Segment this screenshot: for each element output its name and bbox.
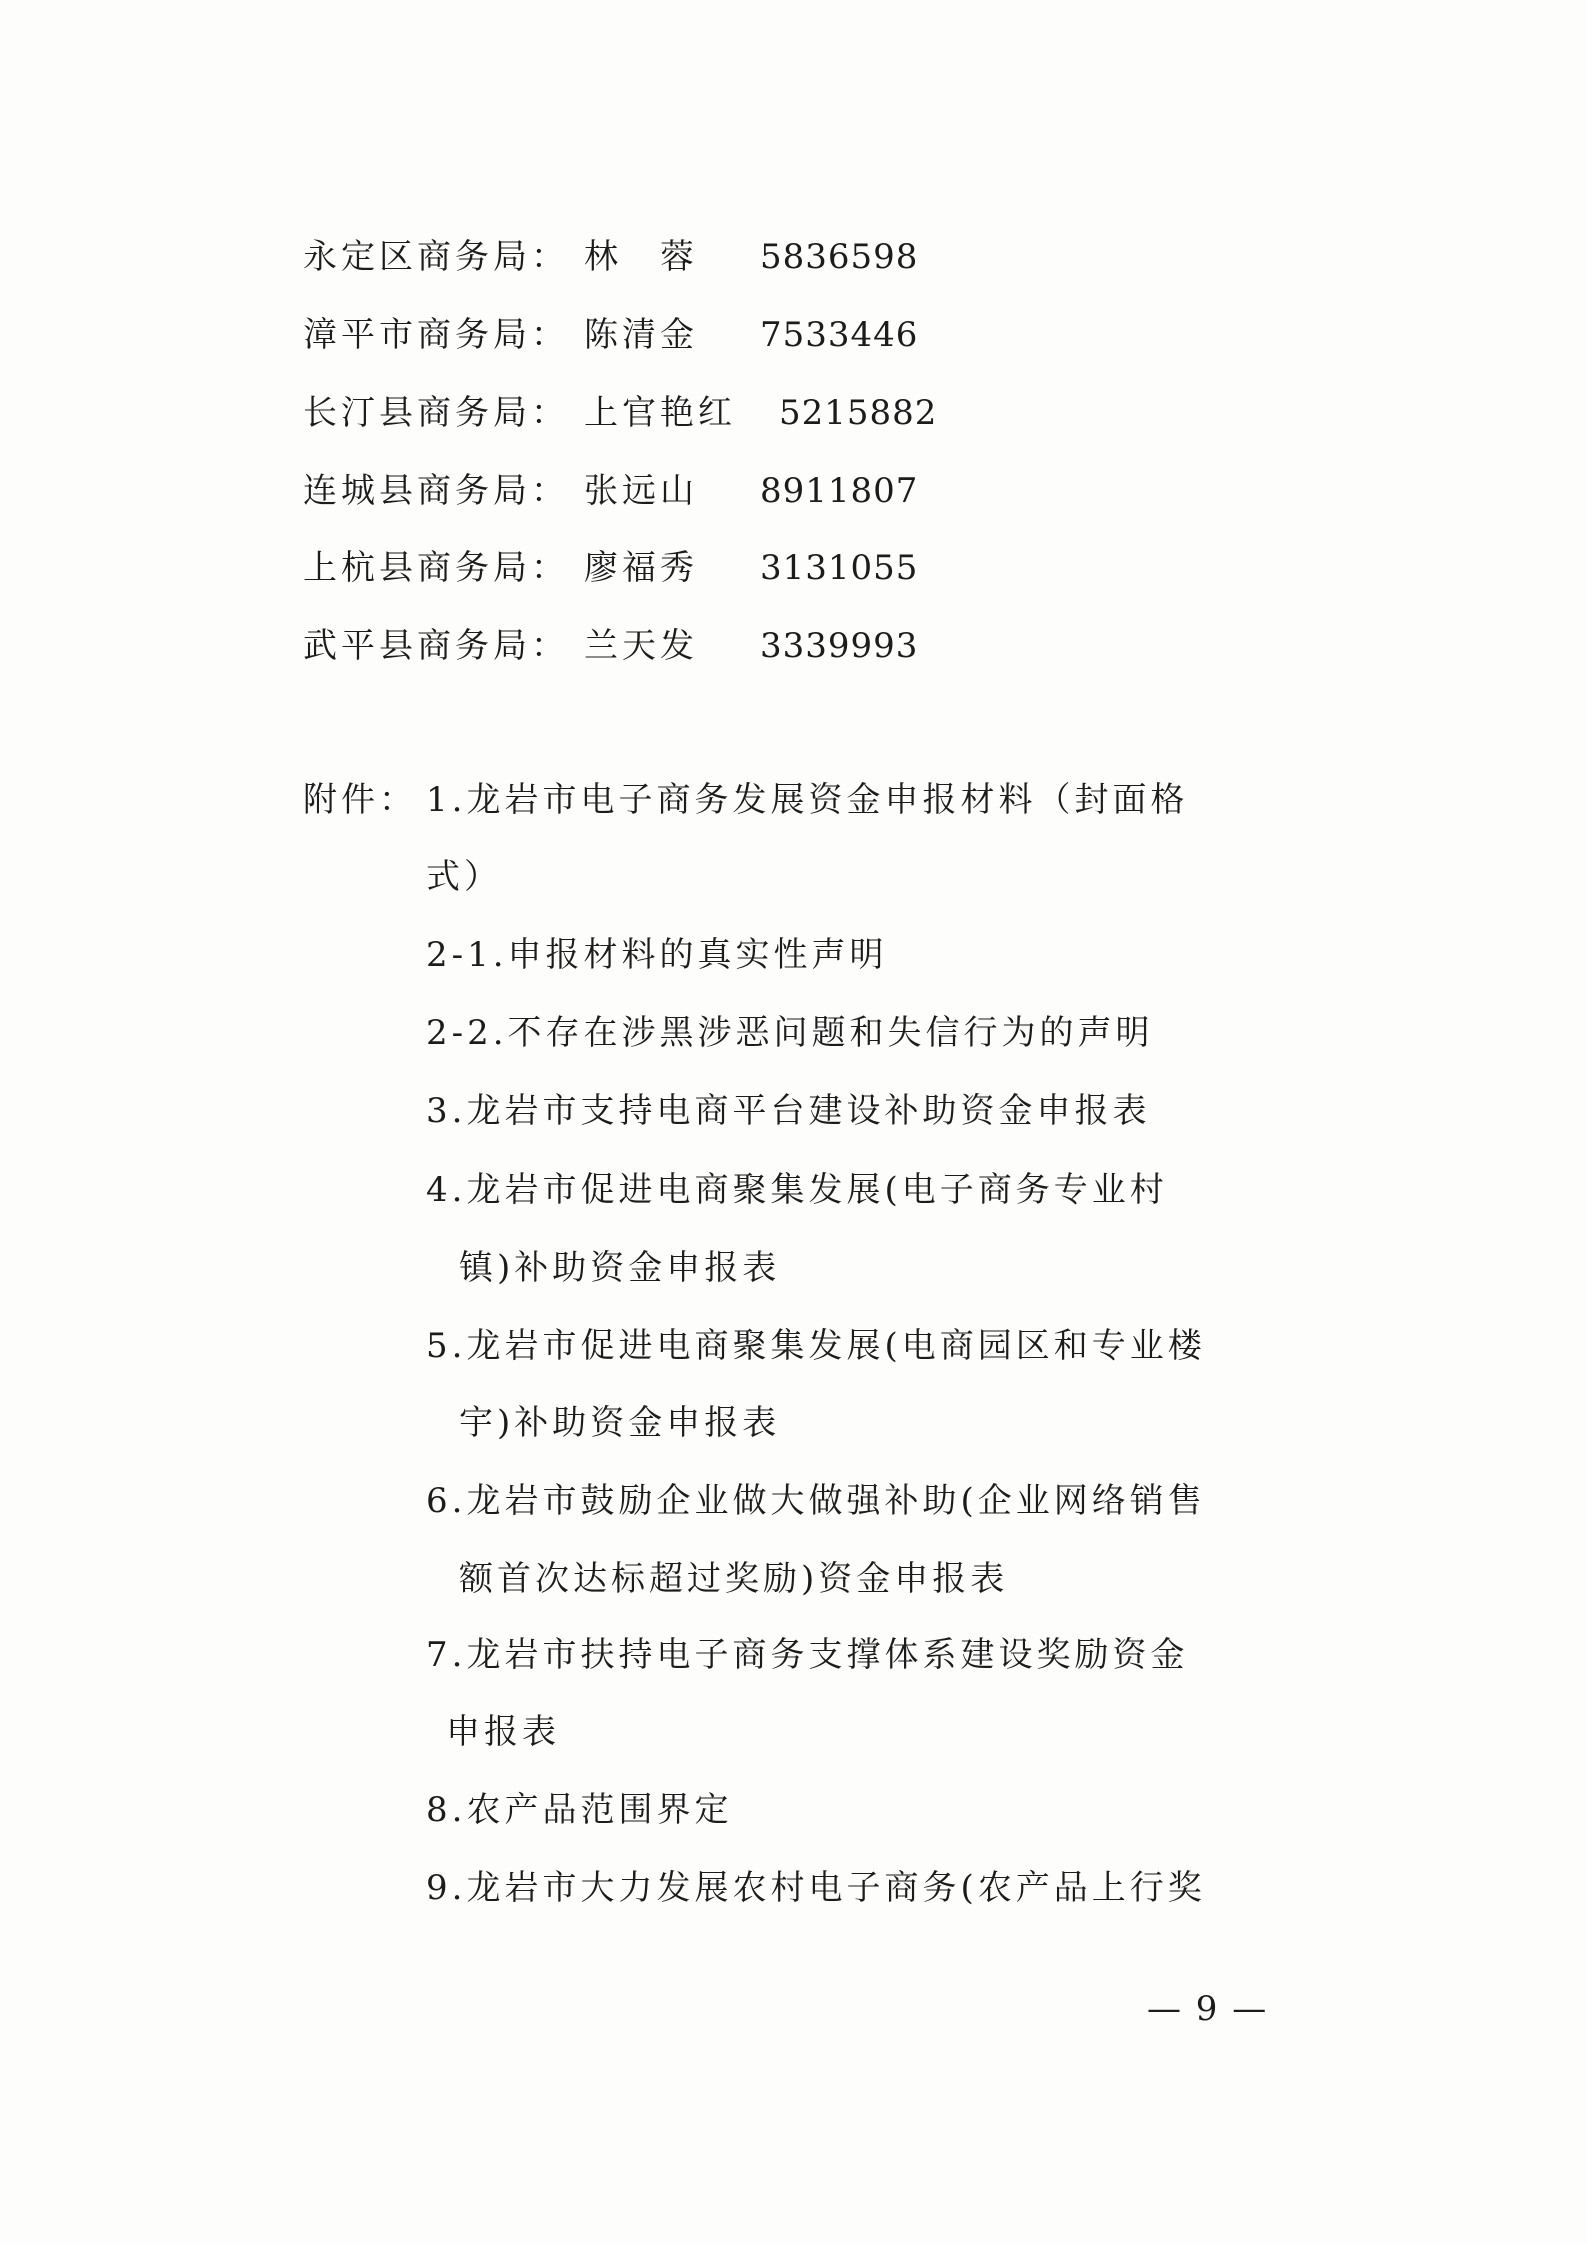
attachment-item-line: 6.龙岩市鼓励企业做大做强补助(企业网络销售 (426, 1481, 1206, 1521)
attachment-item-line: 1.龙岩市电子商务发展资金申报材料（封面格 (426, 780, 1189, 820)
attachment-item-line: 申报表 (446, 1712, 560, 1752)
contact-department: 上杭县商务局： (303, 548, 569, 588)
attachment-item-line: 宇)补助资金申报表 (459, 1403, 781, 1443)
contact-name: 张远山 (584, 471, 698, 511)
attachment-item-line: 2-1.申报材料的真实性声明 (426, 935, 888, 975)
contact-name: 兰天发 (584, 626, 698, 666)
contact-phone: 5215882 (779, 393, 938, 433)
attachment-item-line: 3.龙岩市支持电商平台建设补助资金申报表 (426, 1091, 1151, 1131)
contact-phone: 3339993 (760, 626, 919, 666)
page-number: — 9 — (1147, 1989, 1269, 2029)
attachment-item-line: 额首次达标超过奖励)资金申报表 (459, 1559, 1009, 1599)
contact-name: 上官艳红 (584, 393, 736, 433)
attachment-item-line: 式） (426, 857, 502, 897)
contact-phone: 8911807 (760, 471, 919, 511)
attachment-item-line: 8.农产品范围界定 (426, 1790, 733, 1830)
contact-department: 武平县商务局： (303, 626, 569, 666)
attachment-item-line: 7.龙岩市扶持电子商务支撑体系建设奖励资金 (426, 1635, 1189, 1675)
attachment-item-line: 9.龙岩市大力发展农村电子商务(农产品上行奖 (426, 1868, 1206, 1908)
contact-phone: 5836598 (760, 237, 919, 277)
contact-department: 长汀县商务局： (303, 393, 569, 433)
attachment-item-line: 4.龙岩市促进电商聚集发展(电子商务专业村 (426, 1170, 1168, 1210)
contact-name: 林 蓉 (584, 237, 698, 277)
contact-department: 漳平市商务局： (303, 315, 569, 355)
contact-department: 永定区商务局： (303, 237, 569, 277)
contact-phone: 7533446 (760, 315, 919, 355)
contact-department: 连城县商务局： (303, 471, 569, 511)
contact-name: 廖福秀 (584, 548, 698, 588)
attachment-item-line: 镇)补助资金申报表 (459, 1248, 781, 1288)
attachment-item-line: 5.龙岩市促进电商聚集发展(电商园区和专业楼 (426, 1326, 1206, 1366)
contact-phone: 3131055 (760, 548, 919, 588)
attachments-label: 附件： (303, 780, 417, 820)
attachment-item-line: 2-2.不存在涉黑涉恶问题和失信行为的声明 (426, 1013, 1154, 1053)
contact-name: 陈清金 (584, 315, 698, 355)
